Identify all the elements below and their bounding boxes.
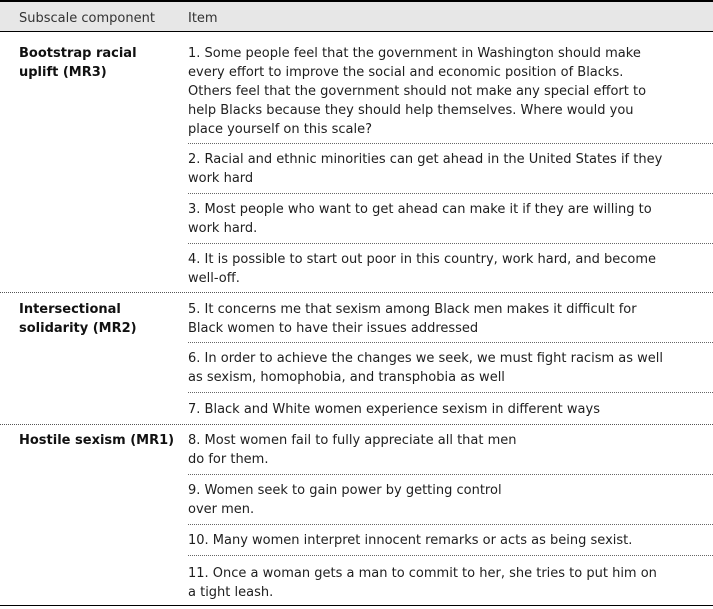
item-3: 3. Most people who want to get ahead can make it if they are willing to work hard. xyxy=(188,202,652,236)
item-divider xyxy=(188,555,713,556)
item-divider xyxy=(188,392,713,393)
subscale-label-intersectional: Intersectional solidarity (MR2) xyxy=(19,302,137,336)
subscale-label-bootstrap: Bootstrap racial uplift (MR3) xyxy=(19,46,137,80)
item-divider xyxy=(188,243,713,244)
header-subscale-component: Subscale component xyxy=(19,11,155,26)
item-4: 4. It is possible to start out poor in this country, work hard, and become well-off. xyxy=(188,252,656,286)
item-divider xyxy=(188,342,713,343)
group-divider xyxy=(0,424,713,425)
item-divider xyxy=(188,474,713,475)
item-1: 1. Some people feel that the government in Washington should make every effort to improve the social and economic position of Blacks. Others feel that the government should not make any special effort to help Blacks because they should help themselves. Where would you place yourself on this scale? xyxy=(188,46,647,137)
group-divider xyxy=(0,292,713,293)
item-5: 5. It concerns me that sexism among Black men makes it difficult for Black women to have their issues addressed xyxy=(188,302,637,336)
item-2: 2. Racial and ethnic minorities can get ahead in the United States if they work hard xyxy=(188,152,663,186)
item-8: 8. Most women fail to fully appreciate all that men do for them. xyxy=(188,433,517,467)
table-bottom-rule xyxy=(0,605,713,606)
header-item: Item xyxy=(188,11,218,26)
item-10: 10. Many women interpret innocent remarks or acts as being sexist. xyxy=(188,533,633,548)
item-divider xyxy=(188,143,713,144)
item-11: 11. Once a woman gets a man to commit to her, she tries to put him on a tight leash. xyxy=(188,566,657,600)
item-divider xyxy=(188,193,713,194)
item-divider xyxy=(188,524,713,525)
item-6: 6. In order to achieve the changes we seek, we must fight racism as well as sexism, homophobia, and transphobia as well xyxy=(188,351,663,385)
table-header xyxy=(0,0,713,32)
item-7: 7. Black and White women experience sexism in different ways xyxy=(188,402,600,417)
subscale-label-hostile-sexism: Hostile sexism (MR1) xyxy=(19,433,175,448)
item-9: 9. Women seek to gain power by getting control over men. xyxy=(188,483,502,517)
